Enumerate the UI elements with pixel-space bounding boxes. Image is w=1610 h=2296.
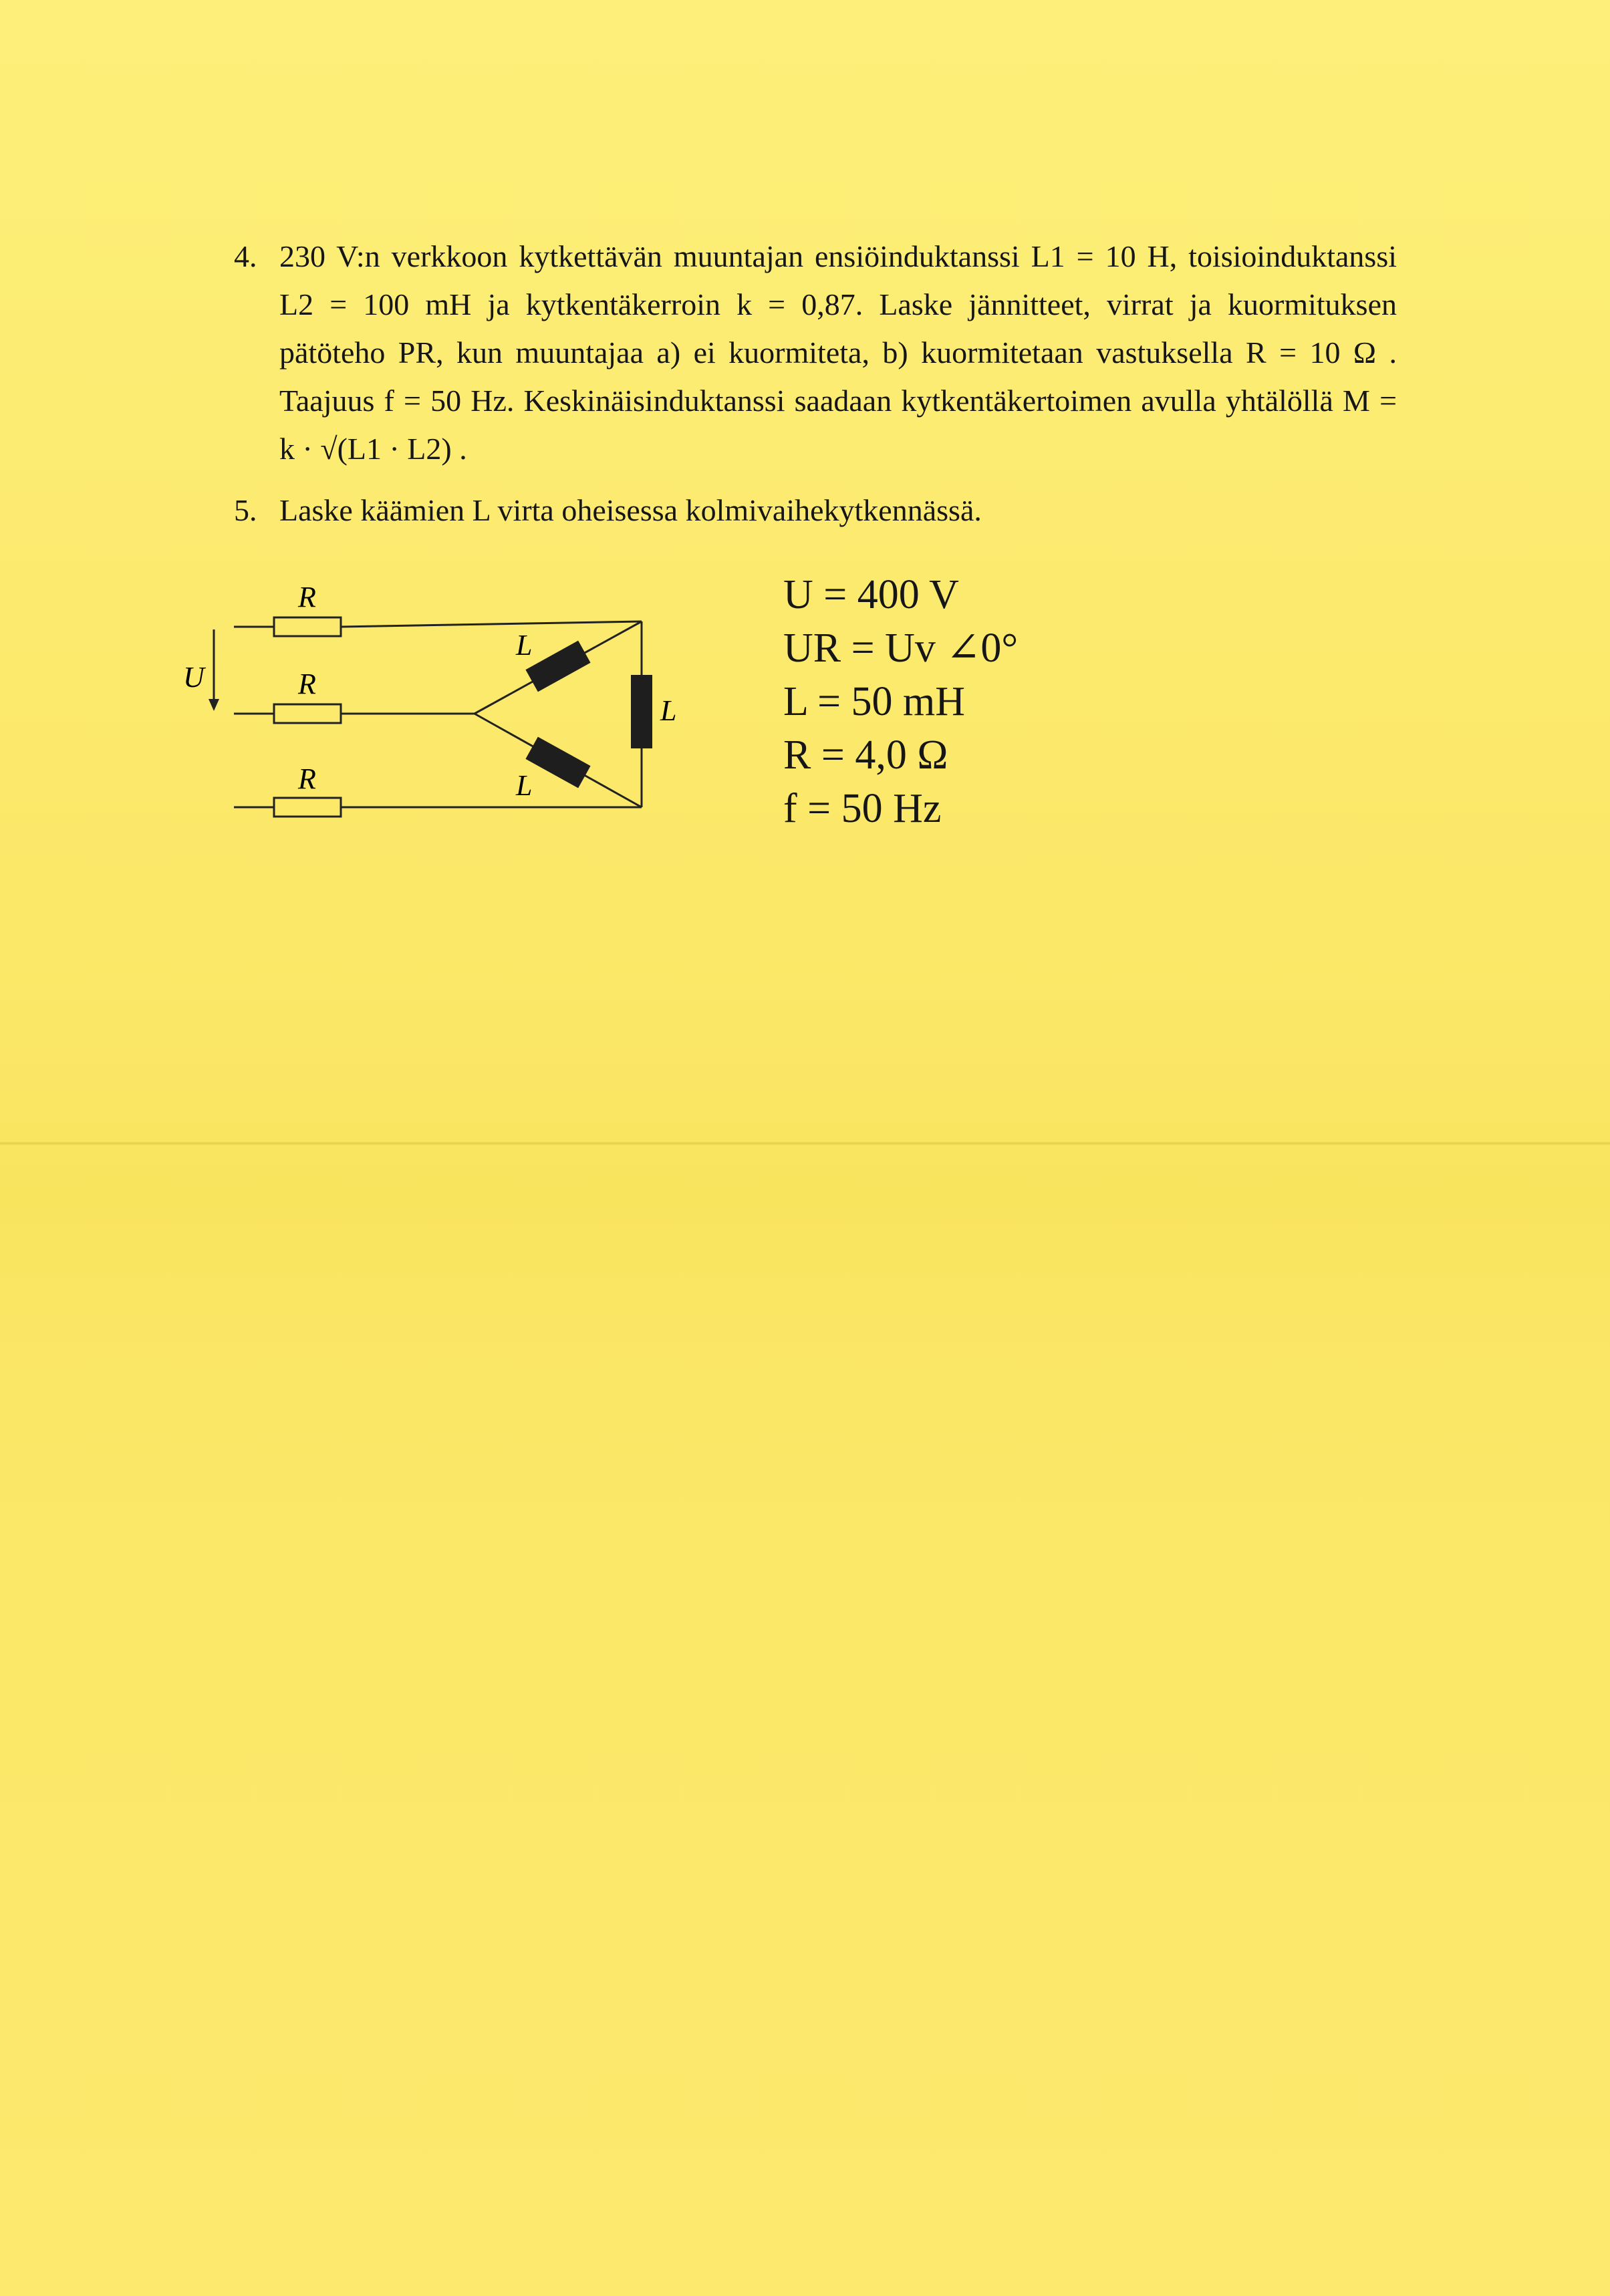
param-f: f = 50 Hz — [783, 786, 942, 831]
resistor-mid — [274, 704, 341, 723]
label-l-lower: L — [516, 769, 533, 802]
problem-4-number: 4. — [234, 239, 257, 273]
resistor-bot — [274, 798, 341, 817]
problem-5-number: 5. — [234, 493, 257, 527]
label-r-mid: R — [298, 668, 316, 700]
inductor-lower — [525, 737, 590, 788]
resistor-top — [274, 617, 341, 636]
paper-fold — [0, 1141, 1610, 1145]
problem-5 — [234, 486, 1397, 535]
label-u: U — [183, 661, 205, 694]
inductor-upper — [525, 641, 590, 692]
problem-4 — [234, 233, 1397, 473]
three-phase-circuit — [174, 568, 695, 849]
problem-5-text: Laske käämien L virta oheisessa kolmivaihekytkennässä. — [279, 493, 982, 527]
label-r-top: R — [298, 581, 316, 613]
param-r: R = 4,0 Ω — [783, 732, 948, 778]
param-l: L = 50 mH — [783, 679, 966, 724]
label-r-bot: R — [298, 762, 316, 795]
param-ur: UR = Uv ∠0° — [783, 625, 1019, 671]
problem-4-formula: M = k · √(L1 · L2) . — [279, 384, 1397, 466]
inductor-right — [631, 675, 652, 748]
param-u: U = 400 V — [783, 572, 959, 617]
circuit-parameters — [783, 568, 1018, 835]
problem-4-text: 230 V:n verkkoon kytkettävän muuntajan ensiöinduktanssi L1 = 10 H, toisioinduktanssi L2 = 100 mH ja kytkentäkerroin k = 0,87. Laske jännitteet, virrat ja kuormituksen pätöteho PR, kun muuntajaa a) ei kuormiteta, b) kuormitetaan vastuksella R = 10 Ω . Taajuus f = 50 Hz. Keskinäisinduktanssi saadaan kytkentäkertoimen avulla yhtälöllä — [279, 239, 1397, 418]
label-l-right: L — [660, 694, 677, 727]
label-l-upper: L — [516, 629, 533, 662]
